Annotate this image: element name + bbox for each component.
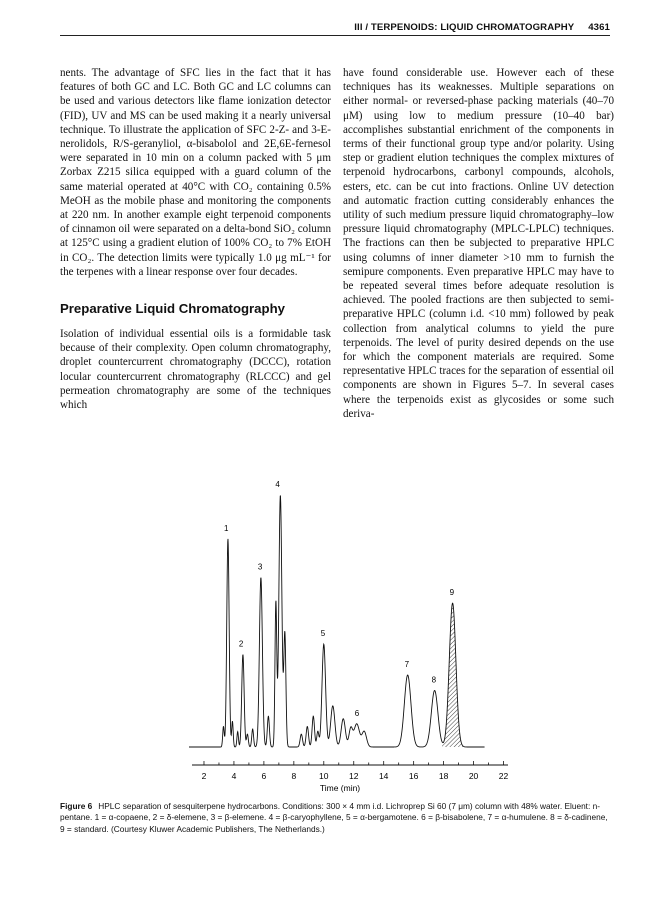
- x-tick-label: 6: [261, 771, 267, 781]
- left-paragraph-2: Isolation of individual essential oils is a formidable task because of their complexity. Open column chromatography, droplet countercurrent chromatography (DCCC), rotation locular countercurrent chromatography (RLCCC) and gel permeation chromatography are some of the techniques which: [60, 328, 331, 412]
- peak-label-9: 9: [449, 588, 455, 598]
- figure-label: Figure 6: [60, 801, 93, 811]
- peak-label-8: 8: [431, 675, 437, 685]
- peak-label-7: 7: [404, 660, 410, 670]
- peak-label-6: 6: [354, 708, 360, 718]
- right-paragraph-1: have found considerable use. However each of these techniques has its weaknesses. Multiple separations on either normal- or reversed-phase packing materials (40–70 μM) using low to medium pressure (10–40 bar) accomplishes substantial enrichment of the components in terms of their functional group type and/or polarity. Using step or gradient elution techniques the complex mixtures of terpenoid hydrocarbons, carbonyl compounds, alcohols, esters, etc. can be cut into fractions. Online UV detection and automatic fraction cutting considerably enhances the utility of such medium pressure liquid chromatography–low pressure liquid chromatography (MPLC-LPLC) techniques. The fractions can then be subjected to preparative HPLC using columns of inner diameter >10 mm to furnish the semipure components. Even preparative HPLC may have to be repeated several times before adequate resolution is achieved. The pooled fractions are then subjected to semi-preparative HPLC (column i.d. <10 mm) followed by peak collection from analytical columns to yield the pure terpenoids. The level of purity desired depends on the use for which the component materials are required. Some representative HPLC traces for the separation of essential oil components are shown in Figures 5–7. In several cases where the terpenoids exist as glycosides or some such deriva-: [343, 67, 614, 420]
- x-tick-label: 12: [349, 771, 359, 781]
- page-number: 4361: [588, 22, 610, 33]
- x-tick-label: 18: [438, 771, 449, 781]
- x-tick-label: 14: [378, 771, 389, 781]
- x-tick-label: 8: [291, 771, 297, 781]
- figure-caption-text: HPLC separation of sesquiterpene hydrocarbons. Conditions: 300 × 4 mm i.d. Lichroprep Si 60 (7 μm) column with 48% water. Eluent: n-pentane. 1 = α-copaene, 2 = δ-elemene, 3 = β-elemene. 4 = β-caryophyllene, 5 = α-bergamotene. 6 = β-bisabolene, 7 = α-humulene. 8 = δ-cadinene, 9 = standard. (Courtesy Kluwer Academic Publishers, The Netherlands.): [60, 801, 608, 834]
- x-tick-label: 22: [498, 771, 509, 781]
- section-heading: Preparative Liquid Chromatography: [60, 301, 285, 317]
- peak-label-5: 5: [320, 629, 326, 639]
- running-title: III / TERPENOIDS: LIQUID CHROMATOGRAPHY: [354, 22, 575, 33]
- chromatogram-trace: [189, 496, 485, 747]
- peak-label-1: 1: [223, 523, 229, 533]
- x-axis-ticks: [204, 761, 504, 765]
- hatched-peak-9: [442, 603, 463, 747]
- x-tick-label: 4: [231, 771, 237, 781]
- x-tick-label: 10: [319, 771, 329, 781]
- peak-label-2: 2: [238, 639, 244, 649]
- peak-label-3: 3: [257, 562, 263, 572]
- standard-peak-hatching: [442, 603, 463, 747]
- x-tick-label: 16: [408, 771, 419, 781]
- x-axis-tick-labels: [202, 771, 509, 781]
- left-paragraph-1: nents. The advantage of SFC lies in the fact that it has features of both GC and LC. Both GC and LC columns can be used and various detectors like flame ionization detector (FID), UV and MS can be used making it a nearly universal technique. To illustrate the application of SFC 2-Z- and 3-E-nerolidols, R/S-geranyliol, α-bisabolol and 2E,6E-fernesol were separated in 10 min on a column packed with 5 μm Zorbax Z215 silica equipped with a guard column of the same material operated at 40°C with CO₂ containing 0.5% MeOH as the mobile phase and monitoring the components at 220 nm. In another example eight terpenoid components of cinnamon oil were separated on a delta-bond SiO₂ column at 125°C using a gradient elution of 100% CO₂ to 7% EtOH in CO₂. The detection limits were typically 1.0 μg mL⁻¹ for the terpenes with a linear response over four decades.: [60, 67, 331, 278]
- peak-label-4: 4: [275, 480, 280, 490]
- x-tick-label: 20: [468, 771, 479, 781]
- x-tick-label: 2: [201, 771, 207, 781]
- figure-caption: [60, 801, 612, 835]
- x-axis-label: Time (min): [319, 783, 361, 793]
